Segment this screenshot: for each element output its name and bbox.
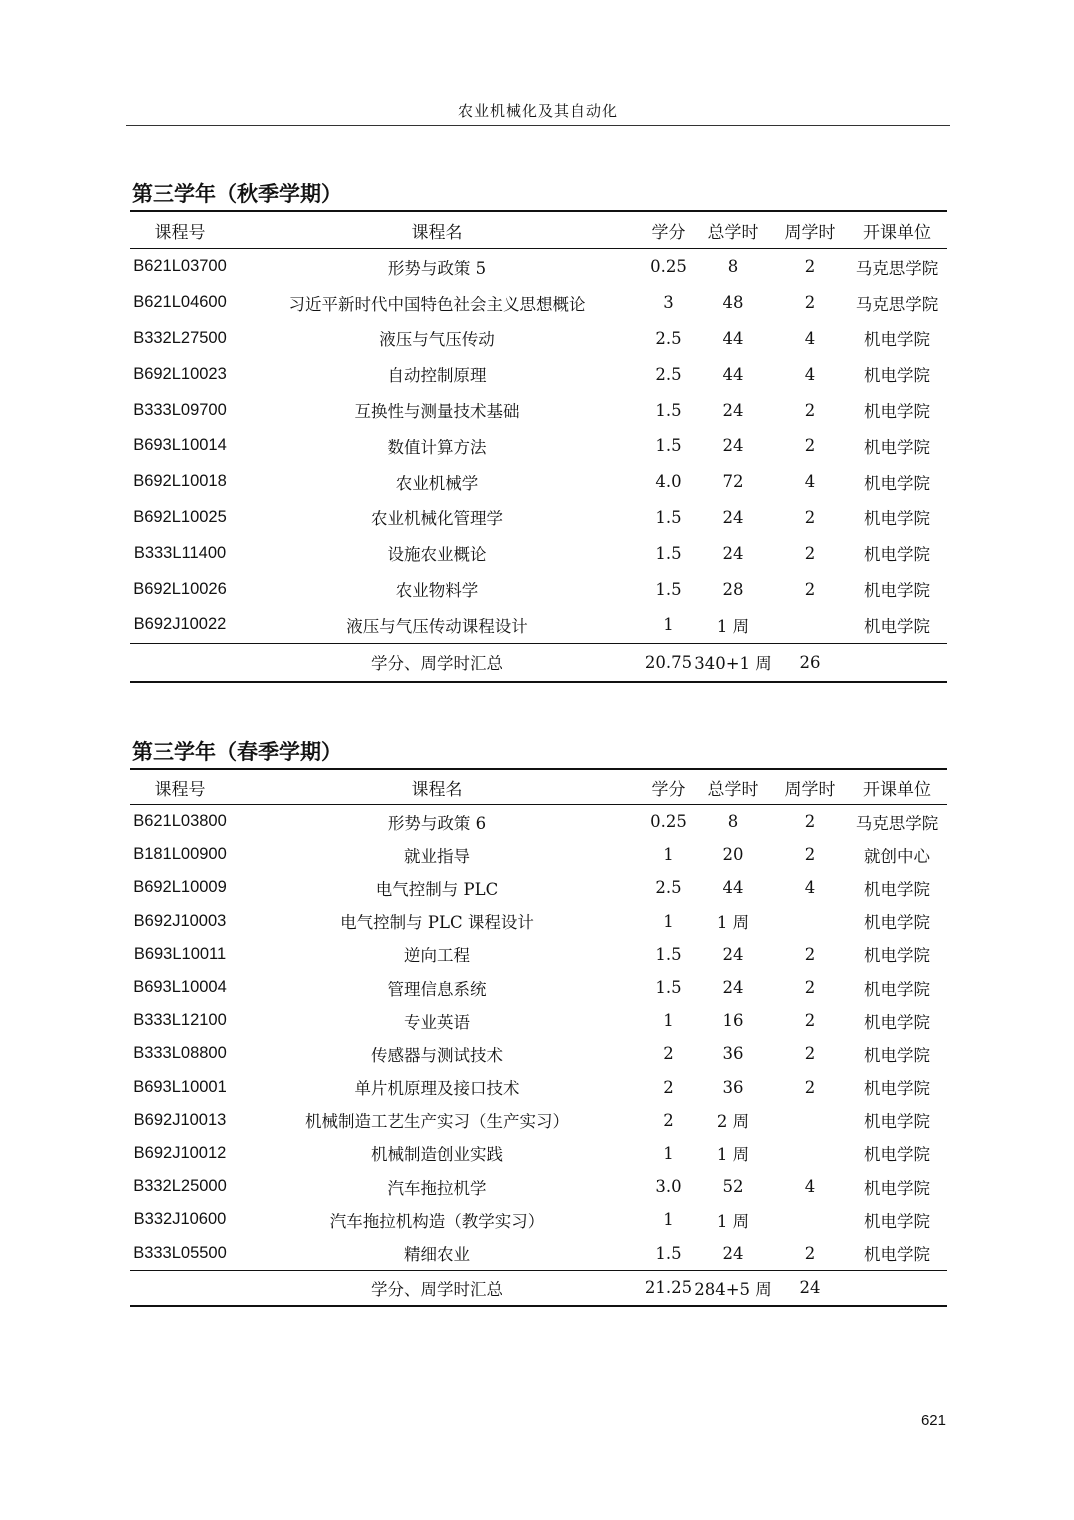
weekly-hours-cell: 2 — [804, 293, 816, 313]
table-row — [130, 871, 947, 904]
weekly-hours-cell — [773, 1104, 847, 1137]
department-cell: 机电学院 — [864, 1145, 930, 1165]
column-header-total-hours: 总学时 — [693, 211, 773, 249]
header-row — [130, 769, 947, 805]
course-code-cell: B693L10011 — [133, 944, 227, 963]
table-row — [130, 805, 947, 839]
table-row — [130, 285, 947, 321]
total-hours-cell: 44 — [722, 364, 744, 384]
course-code-cell: B693L10001 — [133, 1077, 227, 1096]
weekly-hours-cell: 2 — [804, 507, 816, 527]
department-cell: 机电学院 — [864, 1245, 930, 1265]
total-spacer-cell — [847, 643, 947, 682]
credits-cell: 1.5 — [655, 978, 682, 998]
course-name-cell: 机械制造创业实践 — [371, 1145, 503, 1165]
course-code-cell: B332L27500 — [133, 328, 227, 347]
header-row — [130, 211, 947, 249]
department-cell: 机电学院 — [864, 979, 930, 999]
course-code-cell: B332J10600 — [133, 1210, 227, 1229]
credits-cell: 1.5 — [655, 944, 682, 964]
course-code-cell: B692J10003 — [133, 911, 227, 930]
course-name-cell: 电气控制与 PLC — [375, 879, 499, 899]
department-cell: 机电学院 — [864, 473, 930, 493]
total-hours-cell: 1 周 — [716, 1211, 750, 1231]
course-code-cell: B693L10014 — [133, 436, 227, 455]
course-name-cell: 汽车拖拉机学 — [387, 1178, 487, 1198]
total-hours-cell: 36 — [722, 1044, 744, 1064]
total-hours-cell: 44 — [722, 878, 744, 898]
column-header-credits: 学分 — [644, 769, 693, 805]
course-code-cell: B333L08800 — [133, 1044, 227, 1063]
total-weekly-cell: 24 — [773, 1270, 847, 1306]
table-row — [130, 464, 947, 500]
course-code-cell: B693L10004 — [133, 978, 227, 997]
course-name-cell: 电气控制与 PLC 课程设计 — [340, 913, 534, 933]
table-row — [130, 938, 947, 971]
course-code-cell: B333L09700 — [133, 400, 227, 419]
course-code-cell: B692J10012 — [133, 1143, 227, 1162]
department-cell: 机电学院 — [864, 509, 930, 529]
course-name-cell: 农业物料学 — [395, 581, 479, 601]
weekly-hours-cell: 2 — [804, 257, 816, 277]
course-name-cell: 机械制造工艺生产实习（生产实习） — [305, 1112, 569, 1132]
department-cell: 机电学院 — [864, 1045, 930, 1065]
department-cell: 机电学院 — [864, 581, 930, 601]
department-cell: 马克思学院 — [855, 258, 939, 278]
course-name-cell: 互换性与测量技术基础 — [354, 402, 520, 422]
table-row — [130, 1004, 947, 1037]
weekly-hours-cell — [773, 607, 847, 643]
credits-cell: 2.5 — [655, 878, 682, 898]
total-hours-cell: 44 — [722, 328, 744, 348]
weekly-hours-cell: 2 — [804, 436, 816, 456]
table-row — [130, 321, 947, 357]
credits-cell: 2 — [663, 1044, 674, 1064]
table-row — [130, 571, 947, 607]
total-hours-cell: 28 — [722, 579, 744, 599]
column-header-name: 课程名 — [230, 769, 644, 805]
course-table — [130, 768, 947, 1307]
department-cell: 机电学院 — [864, 1079, 930, 1099]
total-credits-cell: 21.25 — [644, 1270, 693, 1306]
course-name-cell: 管理信息系统 — [387, 979, 487, 999]
department-cell: 机电学院 — [864, 330, 930, 350]
table-row — [130, 1236, 947, 1270]
department-cell: 马克思学院 — [855, 813, 939, 833]
course-name-cell: 农业机械化管理学 — [371, 509, 503, 529]
table-row — [130, 500, 947, 536]
weekly-hours-cell: 2 — [804, 845, 816, 865]
total-hours-cell: 48 — [722, 293, 744, 313]
total-credits-cell: 20.75 — [644, 643, 693, 682]
column-header-weekly-hours: 周学时 — [773, 211, 847, 249]
course-name-cell: 逆向工程 — [404, 946, 470, 966]
course-name-cell: 形势与政策 5 — [387, 258, 487, 278]
table-row — [130, 1137, 947, 1170]
course-name-cell: 传感器与测试技术 — [371, 1045, 503, 1065]
credits-cell: 2.5 — [655, 364, 682, 384]
total-weekly-cell: 26 — [773, 643, 847, 682]
weekly-hours-cell: 2 — [804, 579, 816, 599]
credits-cell: 1 — [663, 1210, 674, 1230]
course-name-cell: 农业机械学 — [395, 473, 479, 493]
table-row — [130, 535, 947, 571]
department-cell: 机电学院 — [864, 616, 930, 636]
weekly-hours-cell: 4 — [804, 1177, 816, 1197]
credits-cell: 4.0 — [655, 472, 682, 492]
course-code-cell: B181L00900 — [133, 845, 227, 864]
course-name-cell: 液压与气压传动课程设计 — [346, 616, 528, 636]
table-row — [130, 905, 947, 938]
credits-cell: 1.5 — [655, 436, 682, 456]
total-hours-cell: 20 — [722, 845, 744, 865]
total-hours-cell: 52 — [722, 1177, 744, 1197]
weekly-hours-cell: 2 — [804, 978, 816, 998]
table-row — [130, 607, 947, 643]
total-hours-cell: 1 周 — [716, 913, 750, 933]
total-spacer-cell — [847, 1270, 947, 1306]
total-hours-cell: 340+1 周 — [693, 643, 773, 682]
credits-cell: 1 — [663, 615, 674, 635]
weekly-hours-cell: 2 — [804, 400, 816, 420]
table-row — [130, 1104, 947, 1137]
column-header-total-hours: 总学时 — [693, 769, 773, 805]
credits-cell: 2 — [663, 1110, 674, 1130]
course-name-cell: 习近平新时代中国特色社会主义思想概论 — [288, 294, 586, 314]
total-label-cell: 学分、周学时汇总 — [230, 643, 644, 682]
column-header-code: 课程号 — [130, 769, 230, 805]
table-row — [130, 356, 947, 392]
department-cell: 马克思学院 — [855, 294, 939, 314]
total-hours-cell: 24 — [722, 436, 744, 456]
total-hours-cell: 24 — [722, 944, 744, 964]
department-cell: 机电学院 — [864, 1112, 930, 1132]
table-row — [130, 1037, 947, 1070]
course-code-cell: B333L12100 — [133, 1011, 227, 1030]
course-name-cell: 数值计算方法 — [387, 437, 487, 457]
weekly-hours-cell: 2 — [804, 1077, 816, 1097]
credits-cell: 1.5 — [655, 1243, 682, 1263]
course-code-cell: B332L25000 — [133, 1177, 227, 1196]
weekly-hours-cell: 4 — [804, 364, 816, 384]
department-cell: 机电学院 — [864, 545, 930, 565]
total-hours-cell: 1 周 — [716, 616, 750, 636]
table-row — [130, 1071, 947, 1104]
course-name-cell: 形势与政策 6 — [387, 813, 487, 833]
total-hours-cell: 16 — [722, 1011, 744, 1031]
spring-semester-section — [130, 736, 947, 1307]
total-hours-cell: 1 周 — [716, 1145, 750, 1165]
department-cell: 机电学院 — [864, 913, 930, 933]
course-code-cell: B692J10013 — [133, 1110, 227, 1129]
weekly-hours-cell: 2 — [804, 944, 816, 964]
column-header-department: 开课单位 — [847, 769, 947, 805]
course-code-cell: B692L10009 — [133, 878, 227, 897]
weekly-hours-cell: 2 — [804, 543, 816, 563]
credits-cell: 2 — [663, 1077, 674, 1097]
column-header-department: 开课单位 — [847, 211, 947, 249]
course-table — [130, 210, 947, 683]
total-row — [130, 643, 947, 682]
weekly-hours-cell: 2 — [804, 1243, 816, 1263]
course-name-cell: 单片机原理及接口技术 — [354, 1079, 520, 1099]
course-code-cell: B621L04600 — [133, 293, 227, 312]
total-hours-cell: 8 — [727, 812, 739, 832]
total-label-cell: 学分、周学时汇总 — [230, 1270, 644, 1306]
department-cell: 机电学院 — [864, 1178, 930, 1198]
total-hours-cell: 284+5 周 — [693, 1270, 773, 1306]
table-row — [130, 428, 947, 464]
course-code-cell: B692L10023 — [133, 364, 227, 383]
table-row — [130, 249, 947, 285]
table-row — [130, 392, 947, 428]
total-hours-cell: 24 — [722, 1243, 744, 1263]
department-cell: 机电学院 — [864, 437, 930, 457]
total-hours-cell: 24 — [722, 978, 744, 998]
total-hours-cell: 72 — [722, 472, 744, 492]
table-row — [130, 1170, 947, 1203]
course-name-cell: 专业英语 — [404, 1012, 470, 1032]
credits-cell: 0.25 — [650, 257, 687, 277]
department-cell: 机电学院 — [864, 402, 930, 422]
total-spacer-cell — [130, 643, 230, 682]
credits-cell: 1 — [663, 845, 674, 865]
weekly-hours-cell — [773, 1203, 847, 1236]
weekly-hours-cell: 2 — [804, 1044, 816, 1064]
department-cell: 机电学院 — [864, 946, 930, 966]
credits-cell: 1 — [663, 1011, 674, 1031]
running-header: 农业机械化及其自动化 — [457, 102, 618, 120]
credits-cell: 1 — [663, 1143, 674, 1163]
course-name-cell: 汽车拖拉机构造（教学实习） — [329, 1211, 545, 1231]
total-hours-cell: 2 周 — [716, 1112, 750, 1132]
course-code-cell: B333L05500 — [133, 1243, 227, 1262]
credits-cell: 1.5 — [655, 543, 682, 563]
total-hours-cell: 24 — [722, 543, 744, 563]
weekly-hours-cell: 4 — [804, 878, 816, 898]
section-title: 第三学年（秋季学期） — [132, 182, 342, 206]
credits-cell: 1.5 — [655, 507, 682, 527]
table-row — [130, 971, 947, 1004]
department-cell: 机电学院 — [864, 879, 930, 899]
total-hours-cell: 24 — [722, 400, 744, 420]
course-name-cell: 自动控制原理 — [387, 366, 487, 386]
course-name-cell: 液压与气压传动 — [379, 330, 495, 350]
weekly-hours-cell: 2 — [804, 812, 816, 832]
total-row — [130, 1270, 947, 1306]
total-hours-cell: 8 — [727, 257, 739, 277]
total-spacer-cell — [130, 1270, 230, 1306]
course-code-cell: B692L10026 — [133, 579, 227, 598]
total-hours-cell: 36 — [722, 1077, 744, 1097]
course-code-cell: B692L10018 — [133, 472, 227, 491]
credits-cell: 1.5 — [655, 400, 682, 420]
course-code-cell: B621L03800 — [133, 812, 227, 831]
header-rule — [126, 125, 950, 126]
credits-cell: 3.0 — [655, 1177, 682, 1197]
credits-cell: 1 — [663, 911, 674, 931]
course-code-cell: B621L03700 — [133, 257, 227, 276]
column-header-credits: 学分 — [644, 211, 693, 249]
department-cell: 机电学院 — [864, 366, 930, 386]
department-cell: 机电学院 — [864, 1211, 930, 1231]
credits-cell: 2.5 — [655, 328, 682, 348]
course-code-cell: B692L10025 — [133, 507, 227, 526]
section-title: 第三学年（春季学期） — [132, 740, 342, 764]
credits-cell: 0.25 — [650, 812, 687, 832]
department-cell: 机电学院 — [864, 1012, 930, 1032]
weekly-hours-cell: 2 — [804, 1011, 816, 1031]
table-row — [130, 838, 947, 871]
department-cell: 就创中心 — [864, 846, 930, 866]
course-code-cell: B692J10022 — [133, 615, 227, 634]
autumn-semester-section — [130, 178, 947, 683]
column-header-code: 课程号 — [130, 211, 230, 249]
credits-cell: 3 — [663, 293, 674, 313]
credits-cell: 1.5 — [655, 579, 682, 599]
total-hours-cell: 24 — [722, 507, 744, 527]
page-number: 621 — [920, 1412, 946, 1429]
weekly-hours-cell — [773, 1137, 847, 1170]
course-name-cell: 设施农业概论 — [387, 545, 487, 565]
course-name-cell: 就业指导 — [404, 846, 470, 866]
column-header-name: 课程名 — [230, 211, 644, 249]
course-code-cell: B333L11400 — [133, 543, 227, 562]
table-row — [130, 1203, 947, 1236]
weekly-hours-cell: 4 — [804, 328, 816, 348]
column-header-weekly-hours: 周学时 — [773, 769, 847, 805]
weekly-hours-cell — [773, 905, 847, 938]
weekly-hours-cell: 4 — [804, 472, 816, 492]
course-name-cell: 精细农业 — [404, 1245, 470, 1265]
